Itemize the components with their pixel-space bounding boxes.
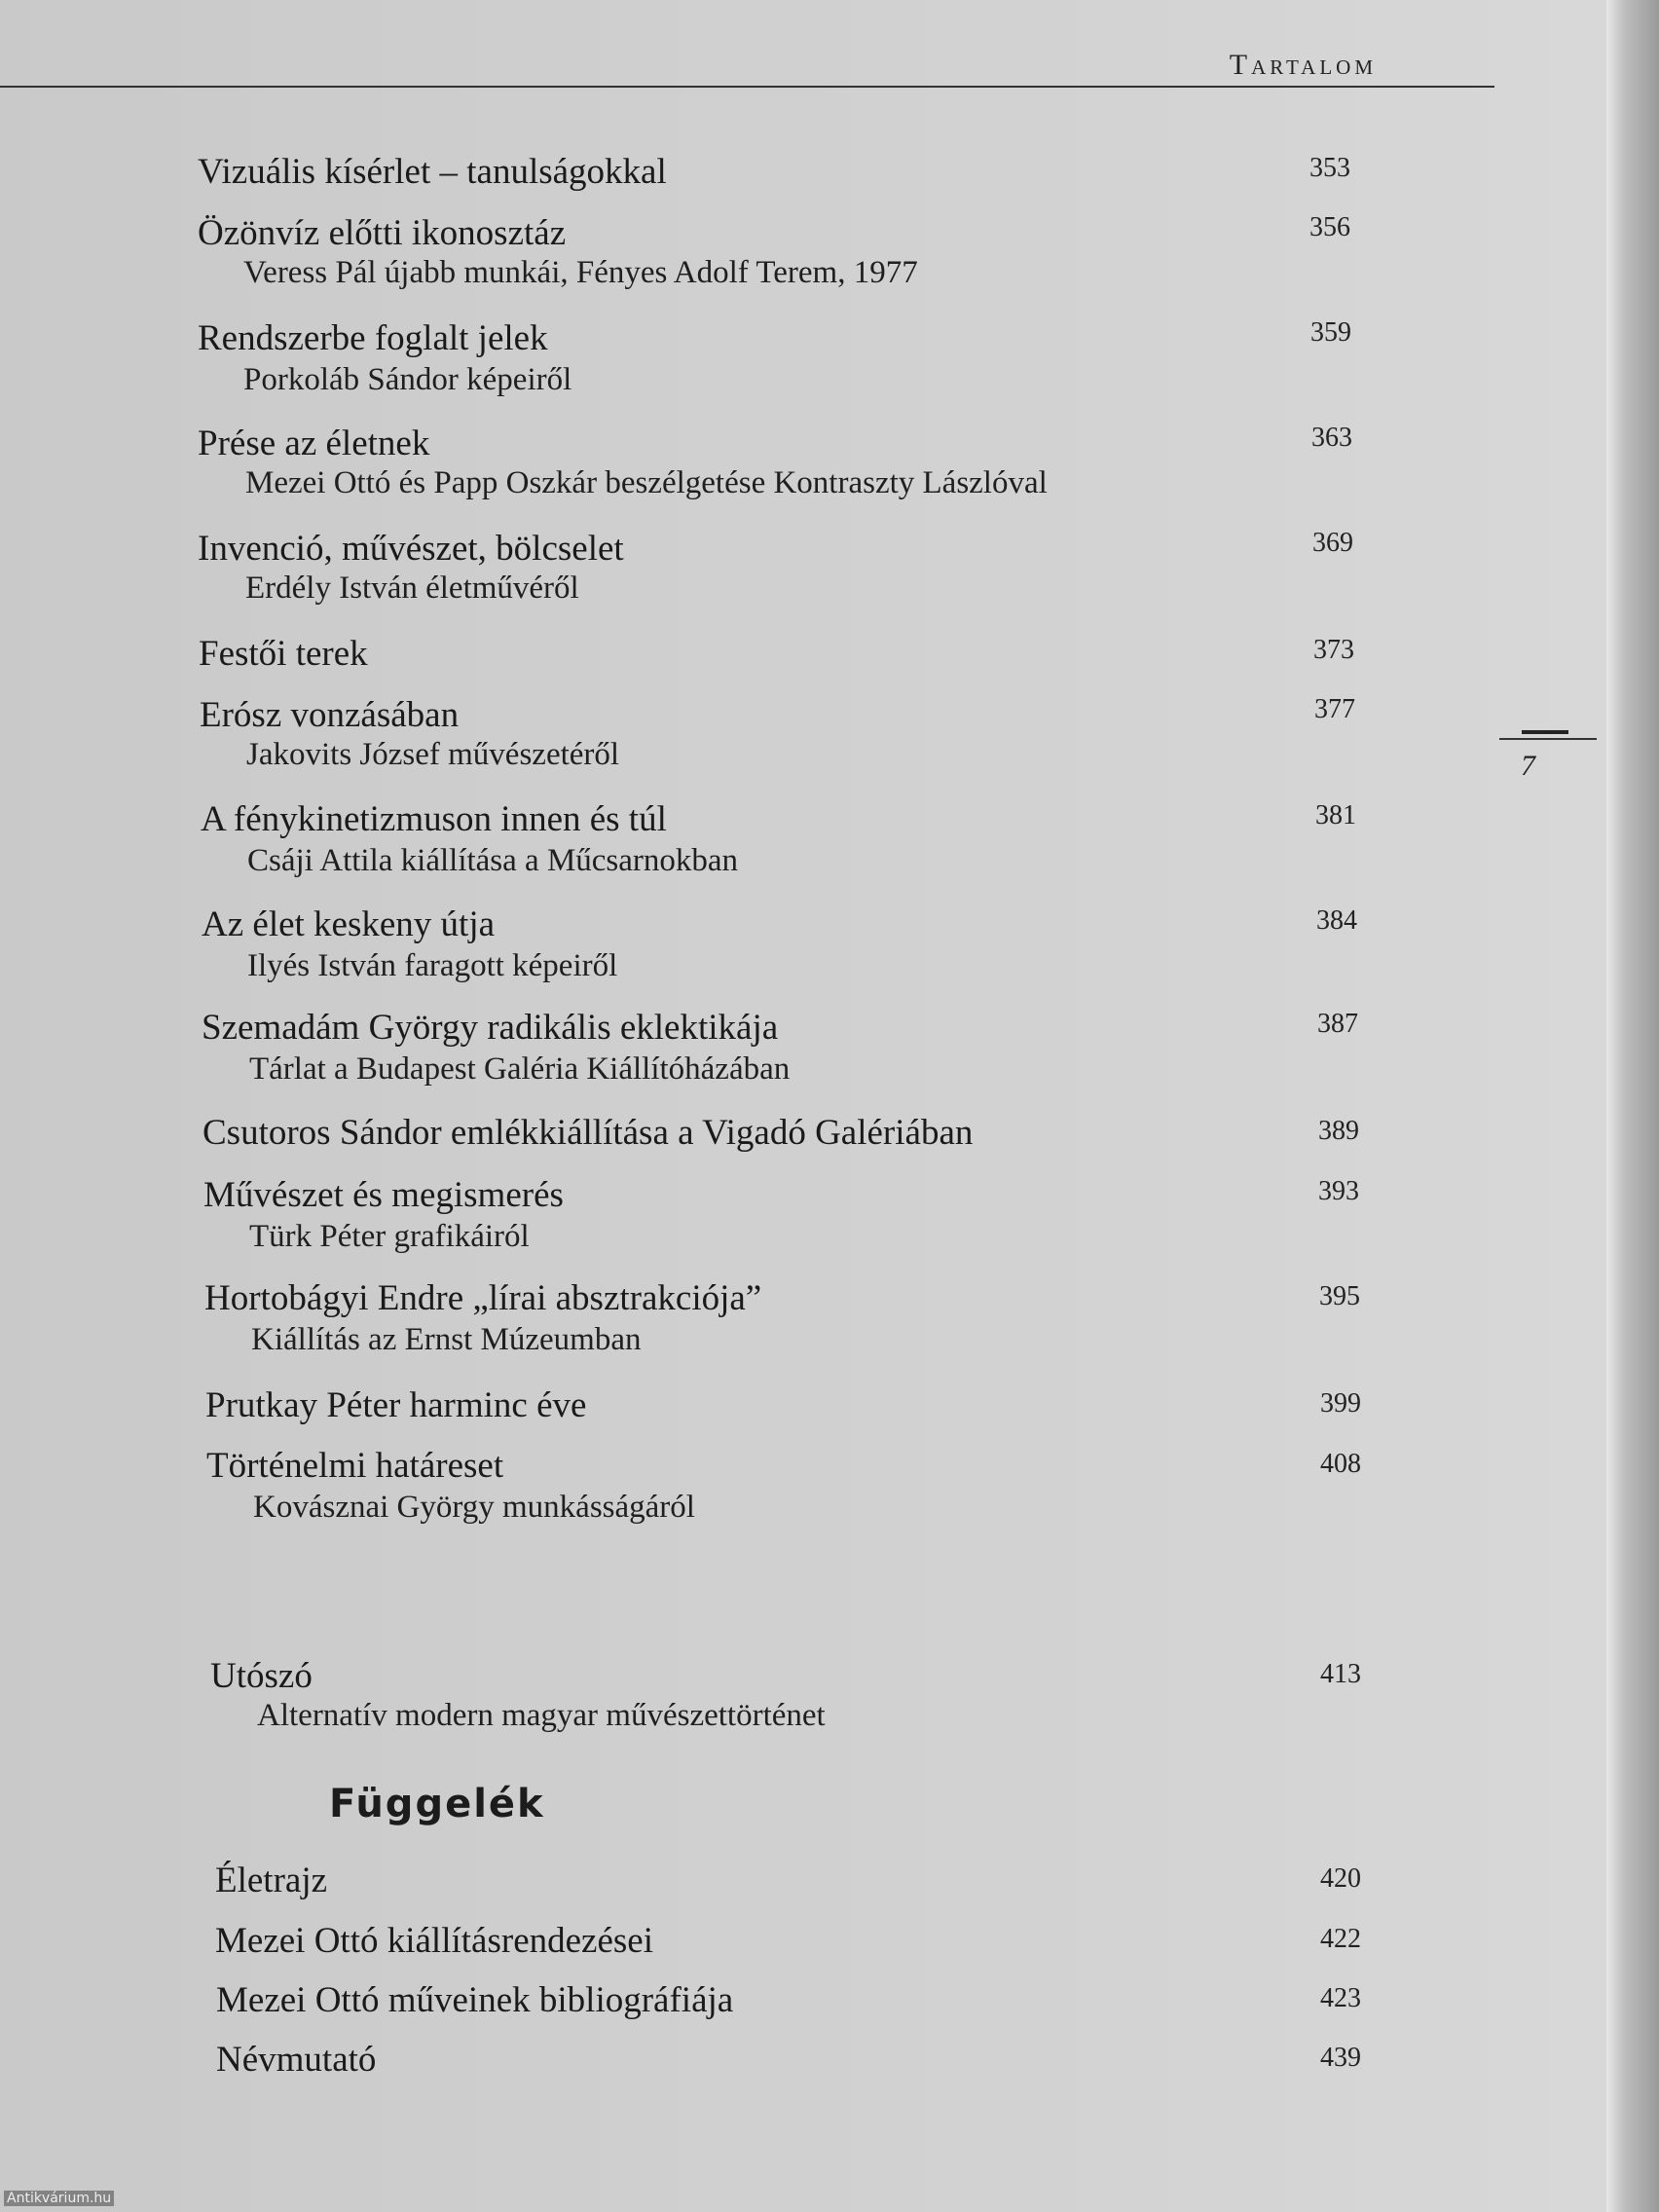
appendix-entry-title: Mezei Ottó kiállításrendezései [215,1921,653,1961]
watermark-logo: Antikvárium.hu [4,2191,114,2206]
toc-entry-title: Szemadám György radikális eklektikája [202,1008,779,1048]
toc-entry-title: Az élet keskeny útja [202,904,496,944]
page-gutter [1606,0,1659,2212]
toc-entry-title: A fénykinetizmuson innen és túl [201,799,667,839]
toc-entry-subtitle: Kiállítás az Ernst Múzeumban [251,1322,642,1357]
toc-entry-page: 393 [1318,1176,1359,1206]
toc-entry-page: 373 [1313,635,1354,665]
appendix-heading: Függelék [329,1782,545,1826]
toc-entry-title: Történelmi határeset [206,1446,504,1486]
toc-entry-subtitle: Jakovits József művészetéről [246,737,620,772]
appendix-entry-page: 423 [1320,1983,1361,2013]
toc-entry-subtitle: Kovásznai György munkásságáról [253,1490,695,1525]
appendix-entry-page: 420 [1320,1863,1361,1894]
toc-entry-page: 356 [1309,212,1350,242]
appendix-entry-title: Életrajz [215,1861,328,1900]
toc-entry-page: 395 [1319,1281,1360,1311]
toc-entry-subtitle: Türk Péter grafikáiról [249,1219,530,1254]
appendix-entry-title: Névmutató [216,2040,377,2080]
toc-entry-subtitle: Veress Pál újabb munkái, Fényes Adolf Terem, 1977 [243,255,918,290]
toc-entry-page: 384 [1316,905,1357,936]
toc-entry-title: Prutkay Péter harminc éve [205,1385,587,1425]
toc-entry-page: 369 [1312,528,1353,558]
appendix-entry-title: Mezei Ottó műveinek bibliográfiája [216,1980,734,2020]
side-rule [1499,738,1597,740]
toc-entry-subtitle: Alternatív modern magyar művészettörténet [257,1698,826,1733]
toc-entry-title: Erósz vonzásában [200,695,460,735]
toc-entry-title: Művészet és megismerés [203,1175,564,1215]
toc-entry-subtitle: Csáji Attila kiállítása a Műcsarnokban [247,843,739,878]
toc-entry-title: Utószó [210,1656,313,1696]
toc-entry-title: Csutoros Sándor emlékkiállítása a Vigadó Galériában [203,1113,974,1153]
toc-entry-subtitle: Mezei Ottó és Papp Oszkár beszélgetése Kontraszty Lászlóval [245,465,1048,500]
toc-entry-page: 353 [1309,153,1350,183]
toc-entry-page: 387 [1317,1009,1358,1039]
toc-entry-title: Prése az életnek [198,424,430,463]
toc-entry-title: Hortobágyi Endre „lírai absztrakciója” [204,1278,762,1318]
toc-entry-subtitle: Erdély István életművéről [245,571,579,606]
toc-entry-page: 389 [1318,1116,1359,1146]
page-number: 7 [1521,750,1535,782]
toc-entry-page: 408 [1320,1449,1361,1479]
toc-entry-title: Vizuális kísérlet – tanulságokkal [198,152,667,192]
header-rule [0,86,1494,88]
toc-entry-page: 413 [1320,1659,1361,1689]
toc-entry-subtitle: Porkoláb Sándor képeiről [243,362,572,397]
toc-entry-title: Rendszerbe foglalt jelek [198,318,548,358]
toc-entry-page: 399 [1320,1388,1361,1419]
toc-entry-title: Invenció, művészet, bölcselet [198,529,624,569]
toc-entry-page: 381 [1315,800,1356,830]
appendix-entry-page: 439 [1320,2043,1361,2073]
running-header: Tartalom [1229,49,1377,81]
toc-entry-page: 377 [1314,694,1355,724]
toc-entry-subtitle: Ilyés István faragott képeiről [247,948,618,983]
appendix-entry-page: 422 [1320,1924,1361,1954]
toc-entry-title: Festői terek [199,634,368,674]
toc-entry-subtitle: Tárlat a Budapest Galéria Kiállítóházában [249,1051,791,1087]
toc-entry-page: 359 [1310,317,1351,348]
toc-entry-page: 363 [1311,423,1352,453]
toc-entry-title: Özönvíz előtti ikonosztáz [198,213,567,253]
side-rule-mark [1522,730,1568,734]
